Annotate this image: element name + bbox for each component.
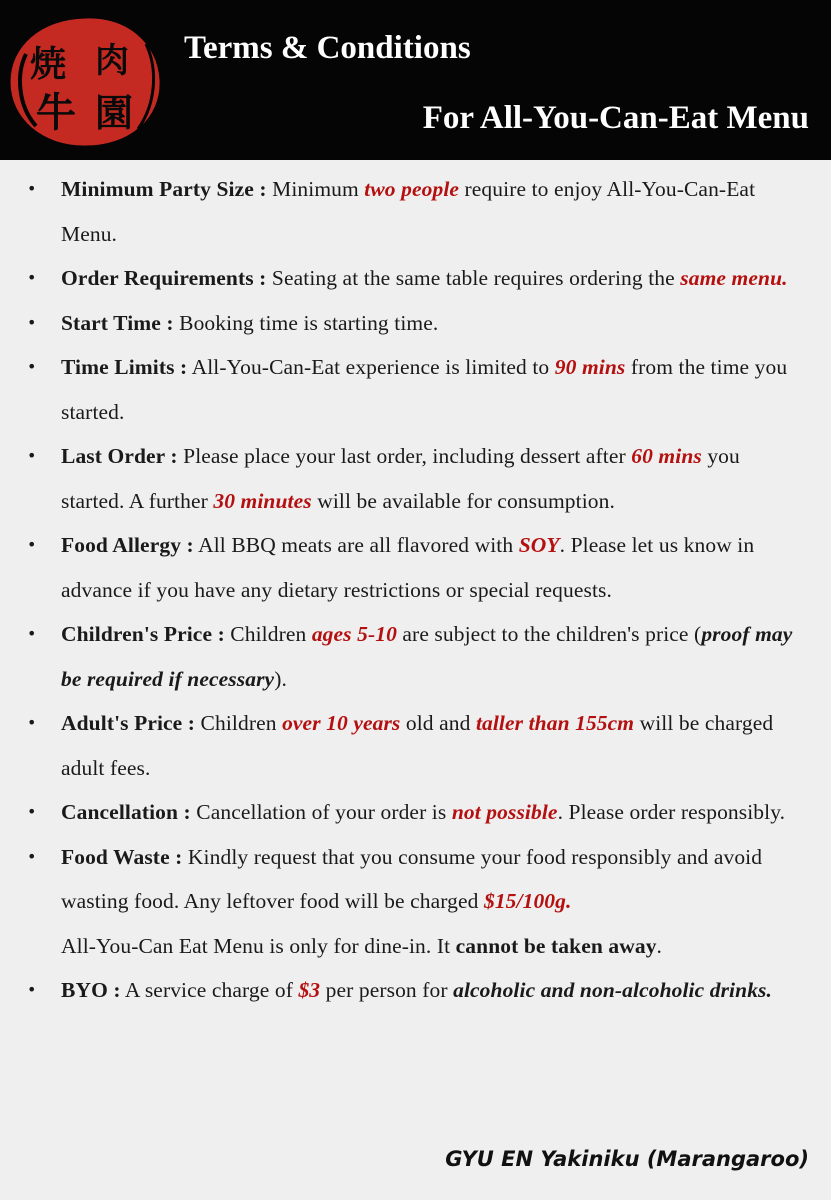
term-text: Children [195,711,283,735]
bullet-icon: • [27,179,37,198]
term-text: ). [274,666,287,691]
term-text: Kindly request that you consume your food responsibly and avoid wasting food. Any leftover food will be charged [61,844,763,913]
highlight-3-dollar: $3 [298,978,321,1002]
highlight-90-mins: 90 mins [554,355,626,379]
term-text: Seating at the same table requires ordering the [266,266,681,290]
term-label: Adult's Price : [61,711,196,735]
bullet-icon: • [27,980,37,999]
term-order-requirements [0,256,831,301]
bullet-icon: • [27,357,37,376]
term-label: Food Waste : [61,844,183,869]
page-title: Terms & Conditions [184,30,471,66]
highlight-same-menu: same menu. [680,266,788,290]
term-last-order [0,434,831,523]
highlight-not-possible: not possible [451,800,558,824]
term-minimum-party-size [0,167,831,256]
term-text: will be available for consumption. [311,488,615,513]
highlight-over-10-years: over 10 years [282,711,401,735]
term-byo [0,968,831,1013]
bullet-icon: • [27,802,37,821]
highlight-soy: SOY [518,533,560,557]
logo-glyph-gyu: 牛 [36,89,76,136]
highlight-two-people: two people [364,177,460,201]
term-text: per person for [320,978,454,1002]
term-text: Please place your last order, including dessert after [177,444,632,468]
term-label: Time Limits : [61,355,188,379]
highlight-ages-5-10: ages 5-10 [311,622,397,646]
term-start-time [0,301,831,346]
terms-list [0,167,831,1013]
term-text: from the time you started. [61,355,788,424]
term-childrens-price [0,612,831,701]
bullet-icon: • [27,268,37,287]
highlight-proof-required: proof may be required if necessary [61,622,793,691]
bullet-icon: • [27,535,37,554]
bullet-icon: • [27,846,37,866]
highlight-waste-charge: $15/100g. [483,889,572,913]
bullet-icon: • [27,312,37,332]
page-subtitle: For All-You-Can-Eat Menu [422,100,809,136]
restaurant-logo [6,14,164,148]
highlight-taller-than-155cm: taller than 155cm [475,711,635,735]
term-text: All-You-Can Eat Menu is only for dine-in. It [61,933,456,958]
header-banner [0,0,831,160]
term-adults-price [0,701,831,790]
term-label: Cancellation : [61,800,191,824]
term-cancellation [0,790,831,835]
term-text: Cancellation of your order is [190,800,452,824]
term-text: . [656,933,663,958]
term-text: A service charge of [120,978,299,1002]
term-label: Children's Price : [61,622,225,646]
term-label: Minimum Party Size : [61,177,267,201]
logo-glyph-en: 園 [94,90,134,135]
highlight-drinks: alcoholic and non-alcoholic drinks. [453,978,772,1002]
highlight-cannot-take-away: cannot be taken away [455,933,657,958]
term-text: require to enjoy All-You-Can-Eat Menu. [61,177,756,246]
highlight-60-mins: 60 mins [631,444,702,468]
restaurant-name-footer: GYU EN Yakiniku (Marangaroo) [445,1147,809,1171]
term-text: old and [400,711,476,735]
logo-glyph-niku: 肉 [95,41,129,81]
term-time-limits [0,345,831,434]
term-food-allergy [0,523,831,612]
term-label: Start Time : [61,310,174,335]
bullet-icon: • [27,713,37,732]
term-food-waste [0,835,831,969]
term-label: Last Order : [61,444,178,468]
bullet-icon: • [27,624,37,643]
bullet-icon: • [27,446,37,465]
term-text: will be charged adult fees. [61,711,774,780]
highlight-30-minutes: 30 minutes [213,488,312,513]
logo-glyph-yaki: 焼 [29,43,67,85]
term-label: Order Requirements : [61,266,267,290]
term-text: All-You-Can-Eat experience is limited to [187,355,555,379]
term-text: Booking time is starting time. [173,310,439,335]
term-text: . Please order responsibly. [557,800,786,824]
term-label: BYO : [61,978,121,1002]
term-text: . Please let us know in advance if you have any dietary restrictions or special requests. [61,533,755,602]
term-text: Children [224,622,312,646]
term-text: All BBQ meats are all flavored with [193,533,519,557]
term-text: are subject to the children's price ( [396,622,702,646]
term-text: Minimum [266,177,365,201]
term-text: you started. A further [61,444,740,513]
term-label: Food Allergy : [61,533,194,557]
